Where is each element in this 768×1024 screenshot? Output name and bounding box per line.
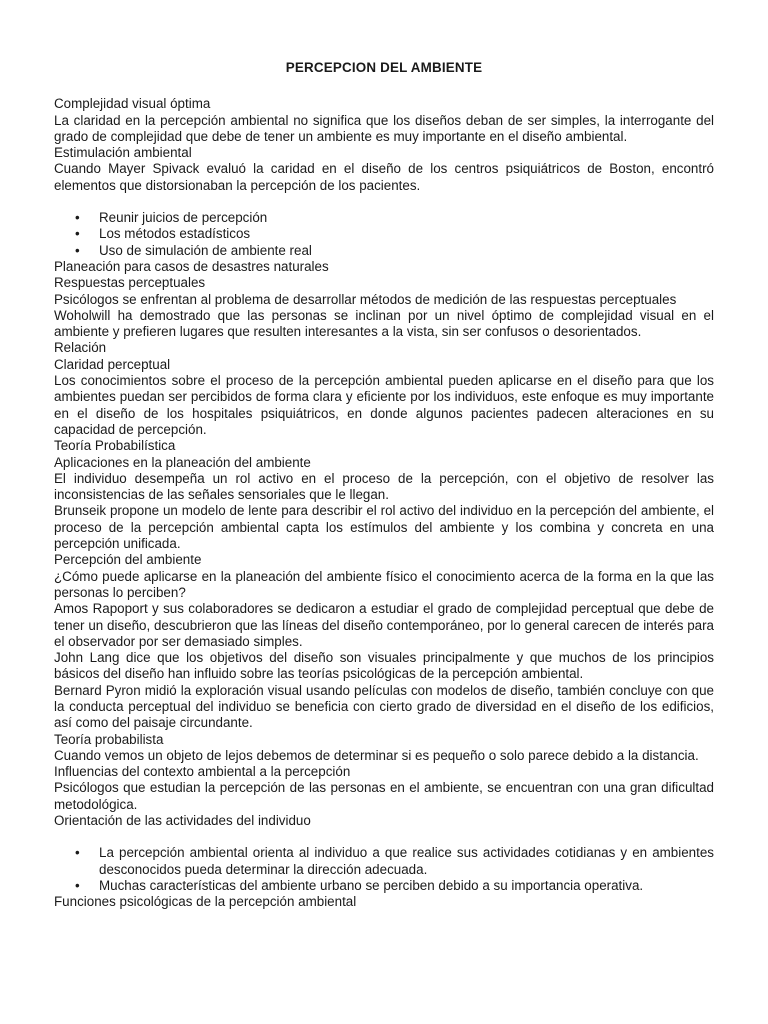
list-item: • La percepción ambiental orienta al individuo a que realice sus actividades cotidianas y en ambientes desconocidos pueda determinar la dirección adecuada.: [54, 845, 714, 878]
heading-funciones-psicologicas: Funciones psicológicas de la percepción ambiental: [54, 894, 357, 910]
heading-orientacion-actividades: Orientación de las actividades del individuo: [54, 813, 311, 829]
heading-claridad-perceptual: Claridad perceptual: [54, 356, 171, 372]
section-blocks-c: [54, 894, 714, 910]
paragraph-individuo-rol: El individuo desempeña un rol activo en el proceso de la percepción, con el objetivo de resolver las inconsistencias de las señales sensoriales que le llegan.: [54, 470, 714, 503]
heading-percepcion-ambiente: Percepción del ambiente: [54, 552, 202, 568]
paragraph-bernard-pyron: Bernard Pyron midió la exploración visual usando películas con modelos de diseño, también concluye con que la conducta perceptual del individuo se beneficia con cierto grado de diversidad en el diseño de los edificios, así como del paisaje circundante.: [54, 682, 714, 731]
paragraph-psicologos-medicion: Psicólogos se enfrentan al problema de desarrollar métodos de medición de las respuestas perceptuales: [54, 291, 677, 307]
heading-estimulacion-ambiental: Estimulación ambiental: [54, 145, 192, 161]
heading-teoria-probabilista: Teoría probabilista: [54, 731, 164, 747]
list-item: • Uso de simulación de ambiente real: [54, 243, 714, 259]
list-item: • Los métodos estadísticos: [54, 226, 714, 242]
document-title: PERCEPCION DEL AMBIENTE: [285, 60, 483, 75]
paragraph-mayer-spivack: Cuando Mayer Spivack evaluó la caridad en el diseño de los centros psiquiátricos de Boston, encontró elementos que distorsionaban la percepción de los pacientes.: [54, 161, 714, 193]
heading-complejidad-visual: Complejidad visual óptima: [54, 96, 211, 112]
heading-aplicaciones-planeacion: Aplicaciones en la planeación del ambiente: [54, 454, 311, 470]
paragraph-objeto-lejos: Cuando vemos un objeto de lejos debemos de determinar si es pequeño o solo parece debido a la distancia.: [54, 747, 699, 763]
paragraph-conocimientos: Los conocimientos sobre el proceso de la percepción ambiental pueden aplicarse en el diseño para que los ambientes puedan ser percibidos de forma clara y eficiente por los individuos, este enfoque es muy importante en el diseño de los hospitales psiquiátricos, en donde algunos pacientes padecen alteraciones en su capacidad de percepción.: [54, 373, 714, 437]
paragraph-claridad: La claridad en la percepción ambiental no significa que los diseños deban de ser simples, la interrogante del grado de complejidad que debe de tener un ambiente es muy importante en el diseño ambiental.: [54, 112, 714, 144]
paragraph-brunseik: Brunseik propone un modelo de lente para describir el rol activo del individuo en la percepción del ambiente, el proceso de la percepción ambiental capta los estímulos del ambiente y los combina y concreta en una percepción unificada.: [54, 503, 714, 552]
heading-desastres-naturales: Planeación para casos de desastres naturales: [54, 258, 329, 274]
section-blocks-a: [54, 96, 714, 194]
paragraph-rapoport: Amos Rapoport y sus colaboradores se dedicaron a estudiar el grado de complejidad perceptual que debe de tener un diseño, descubrieron que las líneas del diseño contemporáneo, por lo general carecen de interés para el observador por ser demasiado simples.: [54, 601, 714, 649]
paragraph-dificultad-metodologica: Psicólogos que estudian la percepción de las personas en el ambiente, se encuentran con una gran dificultad metodológica.: [54, 780, 714, 812]
paragraph-woholwill: Woholwill ha demostrado que las personas se inclinan por un nivel óptimo de complejidad visual en el ambiente y prefieren lugares que resulten interesantes a la vista, sin ser confusos o desorientados.: [54, 307, 714, 340]
list-item: • Reunir juicios de percepción: [54, 210, 714, 226]
bullet-list-a: [54, 210, 714, 259]
heading-influencias-contexto: Influencias del contexto ambiental a la percepción: [54, 764, 351, 780]
heading-teoria-probabilistica: Teoría Probabilística: [54, 438, 176, 454]
list-item: • Muchas características del ambiente urbano se perciben debido a su importancia operativa.: [54, 878, 714, 894]
section-blocks-b: [54, 259, 714, 829]
paragraph-pregunta: ¿Cómo puede aplicarse en la planeación del ambiente físico el conocimiento acerca de la forma en la que las personas lo perciben?: [54, 568, 714, 600]
paragraph-john-lang: John Lang dice que los objetivos del diseño son visuales principalmente y que muchos de los principios básicos del diseño han influido sobre las teorías psicológicas de la percepción ambiental.: [54, 650, 714, 682]
heading-respuestas-perceptuales: Respuestas perceptuales: [54, 275, 206, 291]
heading-relacion: Relación: [54, 340, 107, 356]
bullet-list-b: [54, 845, 714, 894]
document-page: [54, 60, 714, 911]
